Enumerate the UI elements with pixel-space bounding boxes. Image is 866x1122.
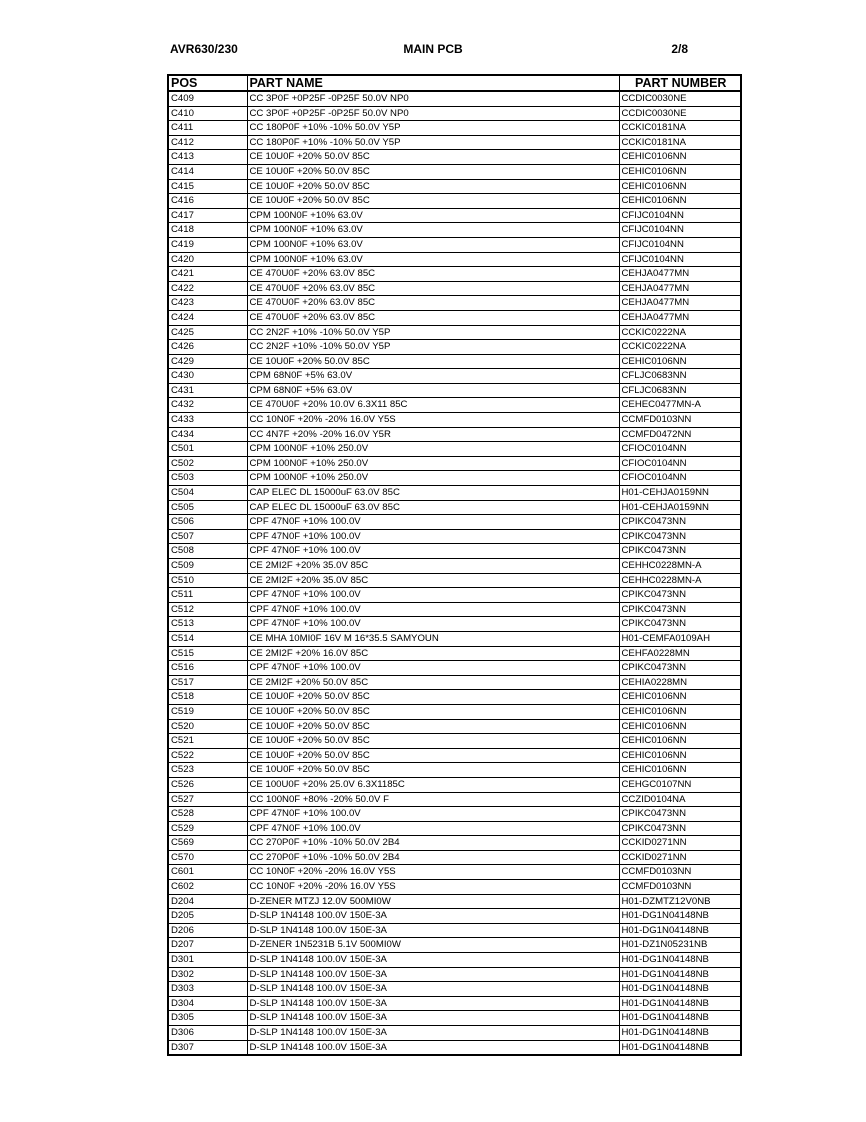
cell-part-name: CC 180P0F +10% -10% 50.0V Y5P [247, 135, 619, 150]
table-row [168, 807, 741, 822]
table-row [168, 427, 741, 442]
cell-part-number: CFLJC0683NN [619, 383, 741, 398]
table-row [168, 325, 741, 340]
cell-part-name: CE 100U0F +20% 25.0V 6.3X1185C [247, 777, 619, 792]
cell-pos: C506 [168, 515, 247, 530]
cell-pos: C570 [168, 850, 247, 865]
table-row [168, 281, 741, 296]
table-row [168, 573, 741, 588]
table-row [168, 398, 741, 413]
cell-part-number: H01-DG1N04148NB [619, 953, 741, 968]
table-row [168, 836, 741, 851]
table-row [168, 1040, 741, 1055]
cell-pos: C434 [168, 427, 247, 442]
cell-pos: C516 [168, 661, 247, 676]
cell-pos: C517 [168, 675, 247, 690]
cell-part-name: CE 2MI2F +20% 35.0V 85C [247, 559, 619, 574]
table-row [168, 515, 741, 530]
table-row [168, 909, 741, 924]
cell-pos: D205 [168, 909, 247, 924]
table-row [168, 792, 741, 807]
cell-part-number: H01-CEMFA0109AH [619, 631, 741, 646]
cell-pos: C512 [168, 602, 247, 617]
cell-part-number: H01-DG1N04148NB [619, 967, 741, 982]
cell-part-name: CE 2MI2F +20% 16.0V 85C [247, 646, 619, 661]
cell-part-number: CCKIC0222NA [619, 340, 741, 355]
cell-pos: C522 [168, 748, 247, 763]
cell-pos: C601 [168, 865, 247, 880]
cell-part-number: CEHJA0477MN [619, 296, 741, 311]
cell-part-number: CCMFD0103NN [619, 413, 741, 428]
cell-pos: C513 [168, 617, 247, 632]
cell-part-number: CEHIA0228MN [619, 675, 741, 690]
cell-pos: C510 [168, 573, 247, 588]
cell-part-number: CCDIC0030NE [619, 106, 741, 121]
cell-part-number: H01-DZMTZ12V0NB [619, 894, 741, 909]
cell-pos: C505 [168, 500, 247, 515]
cell-part-number: CPIKC0473NN [619, 515, 741, 530]
cell-part-name: CPF 47N0F +10% 100.0V [247, 661, 619, 676]
cell-pos: C518 [168, 690, 247, 705]
table-row [168, 850, 741, 865]
cell-part-name: CPM 100N0F +10% 250.0V [247, 471, 619, 486]
table-row [168, 938, 741, 953]
cell-part-name: D-SLP 1N4148 100.0V 150E-3A [247, 982, 619, 997]
cell-part-name: D-ZENER MTZJ 12.0V 500MI0W [247, 894, 619, 909]
cell-part-name: D-ZENER 1N5231B 5.1V 500MI0W [247, 938, 619, 953]
cell-pos: C526 [168, 777, 247, 792]
table-row [168, 91, 741, 106]
cell-pos: C511 [168, 588, 247, 603]
cell-part-number: CEHIC0106NN [619, 354, 741, 369]
cell-pos: C433 [168, 413, 247, 428]
cell-part-number: CCKIC0222NA [619, 325, 741, 340]
table-row [168, 646, 741, 661]
table-row [168, 675, 741, 690]
table-row [168, 383, 741, 398]
table-row [168, 296, 741, 311]
cell-pos: D207 [168, 938, 247, 953]
table-row [168, 763, 741, 778]
cell-part-number: CEHFA0228MN [619, 646, 741, 661]
table-row [168, 150, 741, 165]
table-row [168, 237, 741, 252]
table-row [168, 1011, 741, 1026]
cell-part-number: CEHIC0106NN [619, 763, 741, 778]
cell-part-name: CE 10U0F +20% 50.0V 85C [247, 179, 619, 194]
cell-part-number: H01-DG1N04148NB [619, 1040, 741, 1055]
cell-pos: C429 [168, 354, 247, 369]
cell-part-number: CFIOC0104NN [619, 471, 741, 486]
cell-pos: D307 [168, 1040, 247, 1055]
cell-part-number: CPIKC0473NN [619, 602, 741, 617]
cell-pos: D306 [168, 1026, 247, 1041]
cell-pos: C507 [168, 529, 247, 544]
cell-pos: C527 [168, 792, 247, 807]
cell-part-name: CC 10N0F +20% -20% 16.0V Y5S [247, 880, 619, 895]
cell-part-number: CEHIC0106NN [619, 734, 741, 749]
table-row [168, 194, 741, 209]
cell-part-number: CFLJC0683NN [619, 369, 741, 384]
cell-part-name: CE 10U0F +20% 50.0V 85C [247, 748, 619, 763]
cell-part-number: CPIKC0473NN [619, 617, 741, 632]
table-row [168, 748, 741, 763]
cell-pos: C410 [168, 106, 247, 121]
cell-pos: C569 [168, 836, 247, 851]
cell-part-name: CE MHA 10MI0F 16V M 16*35.5 SAMYOUN [247, 631, 619, 646]
cell-pos: C422 [168, 281, 247, 296]
cell-part-number: H01-DZ1N05231NB [619, 938, 741, 953]
cell-pos: D305 [168, 1011, 247, 1026]
cell-part-number: CEHIC0106NN [619, 748, 741, 763]
table-row [168, 354, 741, 369]
table-row [168, 821, 741, 836]
cell-pos: C426 [168, 340, 247, 355]
cell-part-number: CFIJC0104NN [619, 223, 741, 238]
cell-part-number: CPIKC0473NN [619, 661, 741, 676]
cell-part-name: D-SLP 1N4148 100.0V 150E-3A [247, 923, 619, 938]
cell-part-number: CPIKC0473NN [619, 529, 741, 544]
cell-part-name: D-SLP 1N4148 100.0V 150E-3A [247, 909, 619, 924]
cell-part-number: CEHHC0228MN-A [619, 559, 741, 574]
cell-pos: C421 [168, 267, 247, 282]
model-name: AVR630/230 [170, 42, 238, 56]
cell-part-name: CE 10U0F +20% 50.0V 85C [247, 194, 619, 209]
cell-part-number: CCKID0271NN [619, 836, 741, 851]
cell-part-name: CPM 100N0F +10% 250.0V [247, 442, 619, 457]
cell-part-name: CE 10U0F +20% 50.0V 85C [247, 719, 619, 734]
cell-pos: C416 [168, 194, 247, 209]
table-row [168, 559, 741, 574]
cell-part-name: CAP ELEC DL 15000uF 63.0V 85C [247, 486, 619, 501]
column-header-part-name: PART NAME [247, 75, 619, 91]
cell-part-number: CCDIC0030NE [619, 91, 741, 106]
cell-part-name: CC 2N2F +10% -10% 50.0V Y5P [247, 340, 619, 355]
cell-part-name: CE 10U0F +20% 50.0V 85C [247, 164, 619, 179]
table-row [168, 500, 741, 515]
cell-part-name: CPF 47N0F +10% 100.0V [247, 544, 619, 559]
page-number: 2/8 [671, 42, 688, 56]
table-row [168, 544, 741, 559]
cell-part-name: CE 10U0F +20% 50.0V 85C [247, 150, 619, 165]
parts-table [167, 74, 742, 1056]
cell-pos: D303 [168, 982, 247, 997]
cell-part-name: CPF 47N0F +10% 100.0V [247, 821, 619, 836]
cell-pos: C432 [168, 398, 247, 413]
cell-pos: C502 [168, 456, 247, 471]
table-row [168, 1026, 741, 1041]
table-row [168, 486, 741, 501]
cell-part-name: CC 270P0F +10% -10% 50.0V 2B4 [247, 836, 619, 851]
cell-part-number: CPIKC0473NN [619, 544, 741, 559]
table-row [168, 982, 741, 997]
cell-part-name: CPM 100N0F +10% 63.0V [247, 208, 619, 223]
cell-part-name: CPM 68N0F +5% 63.0V [247, 369, 619, 384]
cell-part-name: CPF 47N0F +10% 100.0V [247, 529, 619, 544]
cell-part-name: CC 3P0F +0P25F -0P25F 50.0V NP0 [247, 106, 619, 121]
table-row [168, 996, 741, 1011]
cell-part-number: H01-DG1N04148NB [619, 923, 741, 938]
table-row [168, 106, 741, 121]
table-row [168, 529, 741, 544]
cell-part-name: CC 3P0F +0P25F -0P25F 50.0V NP0 [247, 91, 619, 106]
table-row [168, 208, 741, 223]
cell-pos: C431 [168, 383, 247, 398]
cell-part-number: CCMFD0103NN [619, 880, 741, 895]
table-row [168, 121, 741, 136]
cell-part-name: CE 470U0F +20% 63.0V 85C [247, 296, 619, 311]
cell-part-number: CFIOC0104NN [619, 442, 741, 457]
table-row [168, 777, 741, 792]
cell-pos: C424 [168, 310, 247, 325]
cell-pos: C509 [168, 559, 247, 574]
cell-pos: C515 [168, 646, 247, 661]
cell-part-name: CPM 100N0F +10% 63.0V [247, 237, 619, 252]
cell-part-number: CCKID0271NN [619, 850, 741, 865]
cell-part-name: D-SLP 1N4148 100.0V 150E-3A [247, 967, 619, 982]
cell-part-name: CPF 47N0F +10% 100.0V [247, 617, 619, 632]
cell-pos: C602 [168, 880, 247, 895]
cell-part-number: CFIJC0104NN [619, 237, 741, 252]
table-row [168, 953, 741, 968]
cell-part-number: CCKIC0181NA [619, 121, 741, 136]
table-row [168, 471, 741, 486]
cell-part-name: CE 470U0F +20% 63.0V 85C [247, 267, 619, 282]
cell-pos: C413 [168, 150, 247, 165]
cell-part-name: CE 470U0F +20% 10.0V 6.3X11 85C [247, 398, 619, 413]
cell-part-number: CEHIC0106NN [619, 719, 741, 734]
table-row [168, 252, 741, 267]
cell-part-number: CEHEC0477MN-A [619, 398, 741, 413]
cell-pos: C528 [168, 807, 247, 822]
cell-part-number: CPIKC0473NN [619, 588, 741, 603]
cell-part-name: CAP ELEC DL 15000uF 63.0V 85C [247, 500, 619, 515]
cell-part-number: CEHJA0477MN [619, 310, 741, 325]
cell-part-name: CC 10N0F +20% -20% 16.0V Y5S [247, 413, 619, 428]
cell-pos: C420 [168, 252, 247, 267]
column-header-part-number: PART NUMBER [619, 75, 741, 91]
cell-part-name: CPM 100N0F +10% 63.0V [247, 223, 619, 238]
cell-part-name: D-SLP 1N4148 100.0V 150E-3A [247, 1011, 619, 1026]
cell-part-name: CPM 100N0F +10% 63.0V [247, 252, 619, 267]
cell-part-number: H01-DG1N04148NB [619, 909, 741, 924]
cell-pos: C519 [168, 704, 247, 719]
table-row [168, 310, 741, 325]
table-row [168, 179, 741, 194]
cell-part-name: CC 4N7F +20% -20% 16.0V Y5R [247, 427, 619, 442]
cell-part-number: CEHJA0477MN [619, 267, 741, 282]
table-header-row [168, 75, 741, 91]
cell-part-number: CFIJC0104NN [619, 252, 741, 267]
table-row [168, 369, 741, 384]
cell-part-number: H01-DG1N04148NB [619, 1011, 741, 1026]
cell-part-name: CC 270P0F +10% -10% 50.0V 2B4 [247, 850, 619, 865]
cell-part-name: CE 10U0F +20% 50.0V 85C [247, 763, 619, 778]
cell-part-number: H01-DG1N04148NB [619, 982, 741, 997]
table-row [168, 442, 741, 457]
cell-pos: C514 [168, 631, 247, 646]
cell-part-name: CE 470U0F +20% 63.0V 85C [247, 281, 619, 296]
table-row [168, 164, 741, 179]
cell-part-number: CPIKC0473NN [619, 821, 741, 836]
cell-part-number: CEHIC0106NN [619, 690, 741, 705]
cell-part-number: H01-CEHJA0159NN [619, 486, 741, 501]
table-row [168, 923, 741, 938]
cell-part-number: CEHHC0228MN-A [619, 573, 741, 588]
cell-pos: C523 [168, 763, 247, 778]
cell-pos: C417 [168, 208, 247, 223]
cell-part-name: CC 10N0F +20% -20% 16.0V Y5S [247, 865, 619, 880]
cell-pos: C529 [168, 821, 247, 836]
cell-pos: C418 [168, 223, 247, 238]
cell-pos: D304 [168, 996, 247, 1011]
cell-part-number: CPIKC0473NN [619, 807, 741, 822]
table-row [168, 865, 741, 880]
cell-part-number: CCMFD0472NN [619, 427, 741, 442]
cell-pos: C423 [168, 296, 247, 311]
cell-part-number: H01-DG1N04148NB [619, 996, 741, 1011]
table-body [168, 91, 741, 1055]
cell-part-number: CEHIC0106NN [619, 179, 741, 194]
table-row [168, 880, 741, 895]
cell-part-name: CE 470U0F +20% 63.0V 85C [247, 310, 619, 325]
cell-part-name: CE 2MI2F +20% 50.0V 85C [247, 675, 619, 690]
cell-pos: C415 [168, 179, 247, 194]
cell-pos: D302 [168, 967, 247, 982]
cell-pos: C520 [168, 719, 247, 734]
table-row [168, 631, 741, 646]
cell-part-number: CFIOC0104NN [619, 456, 741, 471]
cell-part-name: D-SLP 1N4148 100.0V 150E-3A [247, 1026, 619, 1041]
cell-part-name: CPF 47N0F +10% 100.0V [247, 515, 619, 530]
cell-part-number: CEHIC0106NN [619, 194, 741, 209]
cell-pos: C425 [168, 325, 247, 340]
cell-pos: C409 [168, 91, 247, 106]
table-row [168, 704, 741, 719]
cell-part-name: CPF 47N0F +10% 100.0V [247, 588, 619, 603]
cell-part-name: CPF 47N0F +10% 100.0V [247, 602, 619, 617]
cell-part-number: CCZID0104NA [619, 792, 741, 807]
cell-part-name: CE 10U0F +20% 50.0V 85C [247, 734, 619, 749]
table-row [168, 690, 741, 705]
table-row [168, 967, 741, 982]
page-title: MAIN PCB [403, 42, 463, 56]
cell-pos: C412 [168, 135, 247, 150]
cell-pos: C419 [168, 237, 247, 252]
table-row [168, 602, 741, 617]
table-row [168, 135, 741, 150]
cell-pos: D301 [168, 953, 247, 968]
cell-part-number: CFIJC0104NN [619, 208, 741, 223]
cell-pos: C411 [168, 121, 247, 136]
cell-part-name: CC 100N0F +80% -20% 50.0V F [247, 792, 619, 807]
cell-pos: C521 [168, 734, 247, 749]
table-row [168, 894, 741, 909]
table-row [168, 661, 741, 676]
cell-part-number: CCKIC0181NA [619, 135, 741, 150]
cell-part-name: CPM 100N0F +10% 250.0V [247, 456, 619, 471]
cell-part-name: CE 10U0F +20% 50.0V 85C [247, 690, 619, 705]
cell-part-number: CEHJA0477MN [619, 281, 741, 296]
cell-pos: C414 [168, 164, 247, 179]
page-header [170, 42, 688, 58]
table-row [168, 719, 741, 734]
cell-part-name: D-SLP 1N4148 100.0V 150E-3A [247, 996, 619, 1011]
table-row [168, 617, 741, 632]
cell-part-name: CE 10U0F +20% 50.0V 85C [247, 704, 619, 719]
cell-part-number: CEHIC0106NN [619, 150, 741, 165]
cell-part-name: D-SLP 1N4148 100.0V 150E-3A [247, 953, 619, 968]
cell-part-number: CEHGC0107NN [619, 777, 741, 792]
cell-part-number: CEHIC0106NN [619, 164, 741, 179]
table-row [168, 588, 741, 603]
cell-pos: C503 [168, 471, 247, 486]
cell-part-name: CC 2N2F +10% -10% 50.0V Y5P [247, 325, 619, 340]
cell-part-number: H01-CEHJA0159NN [619, 500, 741, 515]
table-row [168, 734, 741, 749]
cell-pos: C430 [168, 369, 247, 384]
cell-part-name: CC 180P0F +10% -10% 50.0V Y5P [247, 121, 619, 136]
table-row [168, 456, 741, 471]
cell-part-name: CE 10U0F +20% 50.0V 85C [247, 354, 619, 369]
cell-pos: C504 [168, 486, 247, 501]
table-row [168, 223, 741, 238]
cell-part-name: D-SLP 1N4148 100.0V 150E-3A [247, 1040, 619, 1055]
table-row [168, 340, 741, 355]
cell-part-name: CPF 47N0F +10% 100.0V [247, 807, 619, 822]
cell-pos: C501 [168, 442, 247, 457]
cell-part-number: CCMFD0103NN [619, 865, 741, 880]
cell-part-number: CEHIC0106NN [619, 704, 741, 719]
cell-part-name: CPM 68N0F +5% 63.0V [247, 383, 619, 398]
cell-pos: D206 [168, 923, 247, 938]
cell-pos: D204 [168, 894, 247, 909]
table-row [168, 413, 741, 428]
table-row [168, 267, 741, 282]
column-header-pos: POS [168, 75, 247, 91]
cell-pos: C508 [168, 544, 247, 559]
cell-part-number: H01-DG1N04148NB [619, 1026, 741, 1041]
cell-part-name: CE 2MI2F +20% 35.0V 85C [247, 573, 619, 588]
